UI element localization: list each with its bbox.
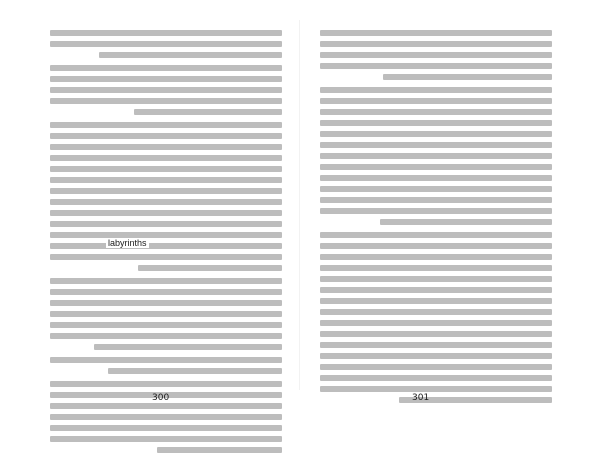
text-line-placeholder (320, 364, 552, 370)
text-line-placeholder (320, 197, 552, 203)
text-line-placeholder (383, 74, 552, 80)
image-caption-labyrinths: labyrinths (108, 238, 147, 248)
text-line-placeholder (50, 87, 282, 93)
text-line-placeholder (320, 120, 552, 126)
text-line-placeholder (320, 309, 552, 315)
text-line-placeholder (50, 357, 282, 363)
text-line-placeholder (50, 155, 282, 161)
text-line-placeholder (320, 63, 552, 69)
text-line-placeholder (320, 298, 552, 304)
text-line-placeholder (320, 175, 552, 181)
text-line-placeholder (320, 276, 552, 282)
page-number-right: 301 (412, 393, 430, 403)
text-line-placeholder (320, 254, 552, 260)
text-line-placeholder (320, 109, 552, 115)
text-line-placeholder (320, 386, 552, 392)
text-line-placeholder (50, 322, 282, 328)
text-line-placeholder (320, 30, 552, 36)
page-number-left: 300 (152, 393, 170, 403)
text-line-placeholder (94, 344, 282, 350)
text-line-placeholder (50, 41, 282, 47)
text-line-placeholder (50, 144, 282, 150)
text-line-placeholder (50, 243, 282, 249)
text-line-placeholder (50, 188, 282, 194)
text-line-placeholder (320, 98, 552, 104)
text-line-placeholder (320, 320, 552, 326)
text-line-placeholder (320, 232, 552, 238)
text-line-placeholder (134, 109, 282, 115)
text-line-placeholder (50, 436, 282, 442)
text-line-placeholder (50, 300, 282, 306)
text-line-placeholder (50, 221, 282, 227)
text-line-placeholder (50, 199, 282, 205)
text-line-placeholder (320, 87, 552, 93)
text-line-placeholder (50, 98, 282, 104)
text-line-placeholder (50, 133, 282, 139)
text-line-placeholder (320, 52, 552, 58)
text-line-placeholder (50, 289, 282, 295)
text-line-placeholder (320, 265, 552, 271)
text-line-placeholder (320, 342, 552, 348)
text-line-placeholder (108, 368, 282, 374)
text-line-placeholder (50, 65, 282, 71)
text-line-placeholder (50, 254, 282, 260)
text-line-placeholder (157, 447, 282, 453)
text-line-placeholder (320, 353, 552, 359)
text-line-placeholder (50, 76, 282, 82)
text-line-placeholder (50, 403, 282, 409)
text-line-placeholder (50, 210, 282, 216)
text-line-placeholder (320, 153, 552, 159)
text-line-placeholder (99, 52, 282, 58)
text-line-placeholder (320, 243, 552, 249)
text-line-placeholder (50, 414, 282, 420)
text-line-placeholder (320, 164, 552, 170)
text-line-placeholder (50, 177, 282, 183)
text-line-placeholder (320, 41, 552, 47)
text-line-placeholder (50, 381, 282, 387)
text-line-placeholder (50, 30, 282, 36)
text-line-placeholder (320, 142, 552, 148)
text-line-placeholder (320, 186, 552, 192)
text-line-placeholder (50, 166, 282, 172)
text-line-placeholder (320, 375, 552, 381)
text-line-placeholder (50, 122, 282, 128)
text-line-placeholder (50, 425, 282, 431)
text-line-placeholder (138, 265, 282, 271)
text-line-placeholder (320, 131, 552, 137)
text-line-placeholder (50, 278, 282, 284)
text-line-placeholder (320, 331, 552, 337)
page-gutter (299, 20, 300, 390)
text-line-placeholder (380, 219, 552, 225)
text-line-placeholder (320, 287, 552, 293)
text-line-placeholder (50, 311, 282, 317)
text-line-placeholder (50, 333, 282, 339)
right-page-text-block (320, 30, 552, 408)
text-line-placeholder (320, 208, 552, 214)
text-line-placeholder (50, 232, 282, 238)
